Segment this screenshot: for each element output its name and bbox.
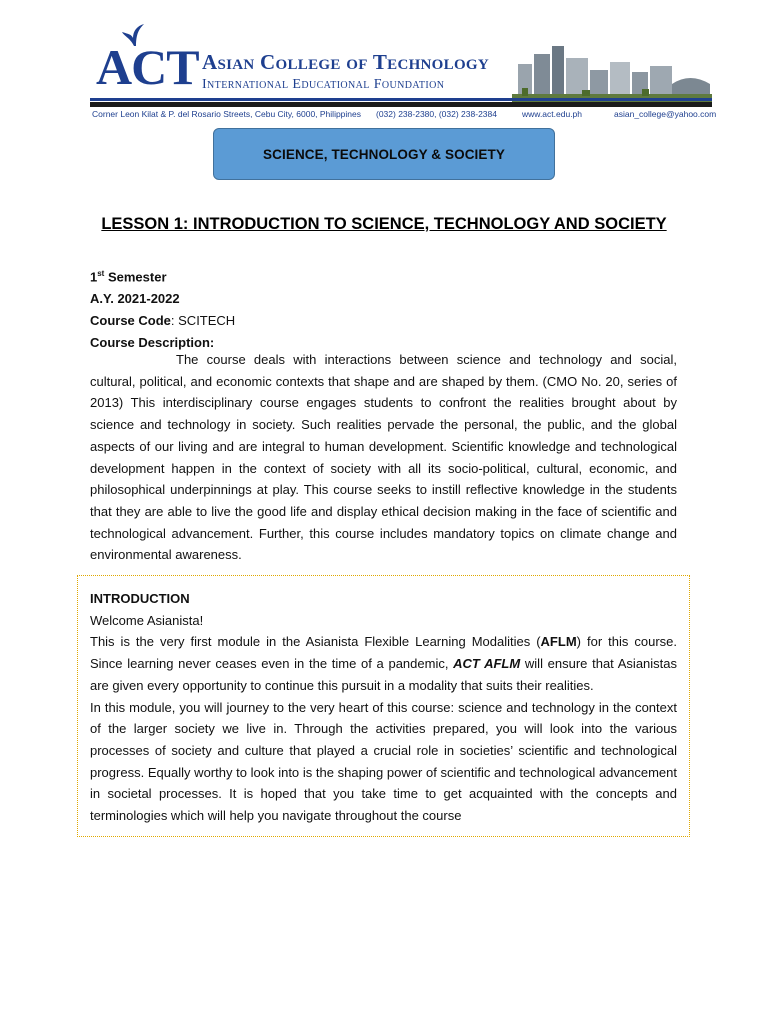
subject-banner (213, 128, 555, 180)
lesson-title: LESSON 1: INTRODUCTION TO SCIENCE, TECHNOLOGY AND SOCIETY (101, 215, 667, 233)
address-text: Corner Leon Kilat & P. del Rosario Streets, Cebu City, 6000, Philippines (92, 109, 361, 119)
college-name: Asian College of Technology (202, 50, 490, 74)
course-meta (90, 263, 235, 354)
welcome-text: Welcome Asianista! (90, 612, 204, 628)
campus-skyline-image (512, 42, 712, 104)
email-link[interactable]: asian_college@yahoo.com (614, 109, 717, 119)
semester-suffix: st (97, 269, 105, 278)
course-code-line (90, 310, 235, 332)
semester-text: Semester (104, 269, 167, 285)
foundation-name: International Educational Foundation (202, 77, 445, 92)
semester-number: 1 (90, 269, 98, 285)
introduction-section (90, 588, 677, 827)
header-rule-dark (90, 102, 712, 107)
course-code-label: Course Code (90, 313, 171, 329)
academic-year: A.Y. 2021-2022 (90, 291, 180, 307)
act-logo (92, 20, 199, 100)
logo-text: ACT (96, 39, 199, 95)
course-code-value: : SCITECH (170, 313, 236, 329)
semester-line (90, 263, 235, 288)
intro-p1-part-e: will ensure that Asianistas are given every opportunity to continue this pursuit in a modality that suits their realities. (90, 656, 678, 693)
website-link[interactable]: www.act.edu.ph (522, 109, 583, 119)
intro-p1-aflm: AFLM (540, 634, 577, 650)
intro-p1-part-c: ) for this course. Since learning never ceases even in the time of a pandemic, (90, 634, 677, 672)
phone-text: (032) 238-2380, (032) 238-2384 (376, 109, 497, 119)
intro-p1-act-aflm: ACT AFLM (453, 656, 521, 672)
contact-line (90, 109, 717, 123)
course-description-label: Course Description: (90, 335, 215, 351)
subject-label: SCIENCE, TECHNOLOGY & SOCIETY (263, 146, 505, 162)
introduction-heading: INTRODUCTION (90, 591, 190, 606)
course-description-text: The course deals with interactions between science and technology and social, cultural, political, and economic contexts that shape and are shaped by them. (CMO No. 20, series of 2013) This interdisciplinary course engages students to confront the realities brought about by science and technology in society. Such realities pervade the personal, the public, and the global aspects of our living and are integral to human development. Scientific knowledge and technological development happen in the context of society with all its socio-political, cultural, economic, and philosophical underpinnings at play. This course seeks to instill reflective knowledge in the students that they are able to live the good life and display ethical decision making in the face of scientific and technological advancement. Further, this course includes mandatory topics on climate change and environmental awareness. (90, 352, 677, 563)
letterhead (90, 20, 712, 108)
intro-p1-part-a: This is the very first module in the Asianista Flexible Learning Modalities ( (90, 634, 541, 650)
introduction-paragraph-2: In this module, you will journey to the very heart of this course: science and technology in the context of the larger society we live in. Through the activities prepared, you will look into the various processes of society and culture that played a crucial role in societies’ scientific and technological progress. Equally worthy to look into is the shaping power of scientific and technological advancement in societal processes. It is hoped that you take time to get acquainted with the concepts and terminologies which will help you navigate throughout the course (90, 699, 677, 824)
introduction-paragraph-1 (90, 631, 677, 696)
header-rule-blue (90, 98, 712, 101)
